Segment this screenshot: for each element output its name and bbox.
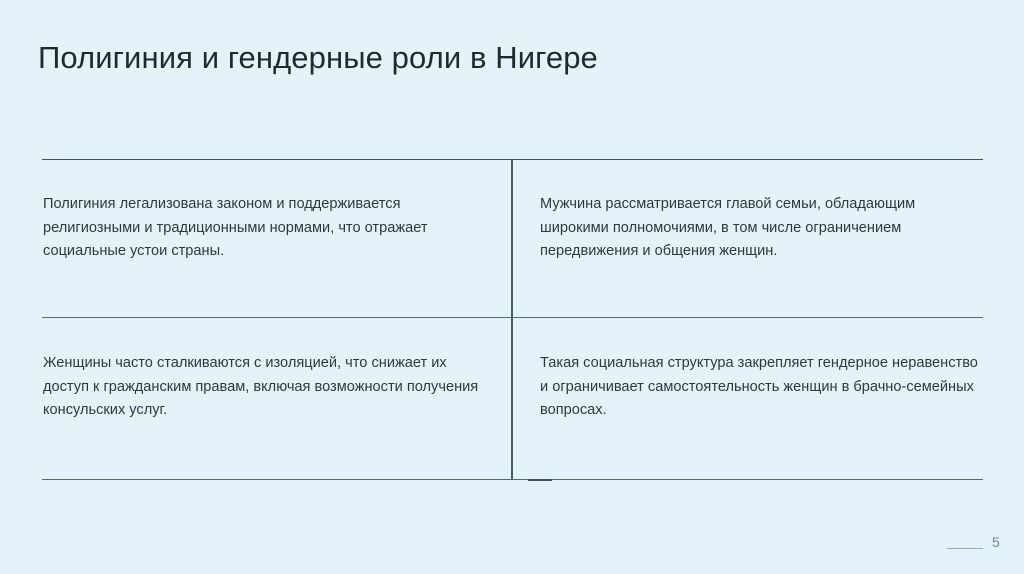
table-bottom-accent (528, 479, 552, 481)
cell-top-left: Полигиния легализована законом и поддерживается религиозными и традиционными нормами, что отражает социальные устои страны. (43, 196, 428, 259)
page-number: 5 (992, 534, 1000, 550)
slide-title: Полигиния и гендерные роли в Нигере (38, 40, 598, 75)
page-number-rule (947, 548, 983, 549)
cell-bottom-right: Такая социальная структура закрепляет гендерное неравенство и ограничивает самостоятельность женщин в брачно-семейных вопросах. (540, 355, 978, 418)
cell-bottom-left: Женщины часто сталкиваются с изоляцией, что снижает их доступ к гражданским правам, включая возможности получения консульских услуг. (43, 355, 479, 418)
table-column-divider (511, 160, 513, 480)
cell-top-right: Мужчина рассматривается главой семьи, обладающим широкими полномочиями, в том числе ограничением передвижения и общения женщин. (540, 196, 916, 259)
